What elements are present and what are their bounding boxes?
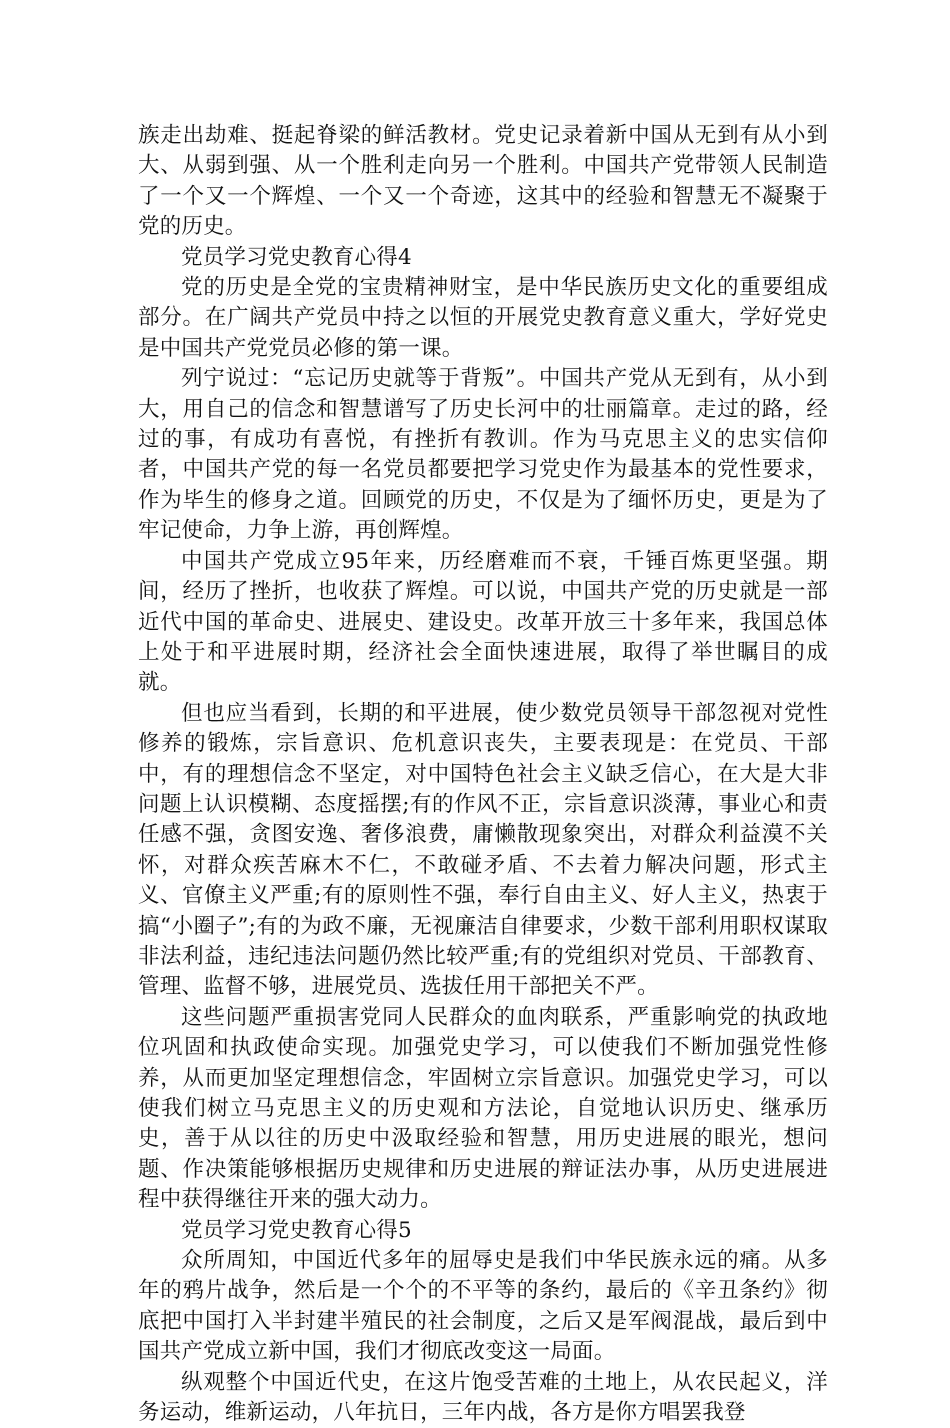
document-body [138, 121, 828, 1428]
paragraph-1: 族走出劫难、挺起脊梁的鲜活教材。党史记录着新中国从无到有从小到大、从弱到强、从一个胜利走向另一个胜利。中国共产党带领人民制造了一个又一个辉煌、一个又一个奇迹，这其中的经验和智慧无不凝聚于党的历史。 [138, 123, 828, 240]
paragraph-8: 纵观整个中国近代史，在这片饱受苦难的土地上，从农民起义，洋务运动，维新运动，八年抗日，三年内战，各方是你方唱罢我登 [138, 1369, 828, 1426]
paragraph-5: 但也应当看到，长期的和平进展，使少数党员领导干部忽视对党性修养的锻炼，宗旨意识、危机意识丧失，主要表现是：在党员、干部中，有的理想信念不坚定，对中国特色社会主义缺乏信心，在大是大非问题上认识模糊、态度摇摆;有的作风不正，宗旨意识淡薄，事业心和责任感不强，贪图安逸、奢侈浪费，庸懒散现象突出，对群众利益漠不关怀，对群众疾苦麻木不仁，不敢碰矛盾、不去着力解决问题，形式主义、官僚主义严重;有的原则性不强，奉行自由主义、好人主义，热衷于搞“小圈子”;有的为政不廉，无视廉洁自律要求，少数干部利用职权谋取非法利益，违纪违法问题仍然比较严重;有的党组织对党员、干部教育、管理、监督不够，进展党员、选拔任用干部把关不严。 [138, 700, 828, 1000]
paragraph-7: 众所周知，中国近代多年的屈辱史是我们中华民族永远的痛。从多年的鸦片战争，然后是一个个的不平等的条约，最后的《辛丑条约》彻底把中国打入半封建半殖民的社会制度，之后又是军阀混战，最后到中国共产党成立新中国，我们才彻底改变这一局面。 [138, 1248, 828, 1365]
paragraph-3: 列宁说过：“忘记历史就等于背叛”。中国共产党从无到有，从小到大，用自己的信念和智慧谱写了历史长河中的壮丽篇章。走过的路，经过的事，有成功有喜悦，有挫折有教训。作为马克思主义的忠实信仰者，中国共产党的每一名党员都要把学习党史作为最基本的党性要求，作为毕生的修身之道。回顾党的历史，不仅是为了缅怀历史，更是为了牢记使命，力争上游，再创辉煌。 [138, 366, 828, 544]
paragraph-4: 中国共产党成立95年来，历经磨难而不衰，千锤百炼更坚强。期间，经历了挫折，也收获了辉煌。可以说，中国共产党的历史就是一部近代中国的革命史、进展史、建设史。改革开放三十多年来，我国总体上处于和平进展时期，经济社会全面快速进展，取得了举世瞩目的成就。 [138, 548, 828, 696]
section-heading-5: 党员学习党史教育心得5 [181, 1217, 412, 1243]
paragraph-2: 党的历史是全党的宝贵精神财宝，是中华民族历史文化的重要组成部分。在广阔共产党员中持之以恒的开展党史教育意义重大，学好党史是中国共产党党员必修的第一课。 [138, 275, 828, 361]
section-heading-4: 党员学习党史教育心得4 [181, 244, 412, 270]
paragraph-6: 这些问题严重损害党同人民群众的血肉联系，严重影响党的执政地位巩固和执政使命实现。加强党史学习，可以使我们不断加强党性修养，从而更加坚定理想信念，牢固树立宗旨意识。加强党史学习，可以使我们树立马克思主义的历史观和方法论，自觉地认识历史、继承历史，善于从以往的历史中汲取经验和智慧，用历史进展的眼光，想问题、作决策能够根据历史规律和历史进展的辩证法办事，从历史进展进程中获得继往开来的强大动力。 [138, 1004, 828, 1213]
